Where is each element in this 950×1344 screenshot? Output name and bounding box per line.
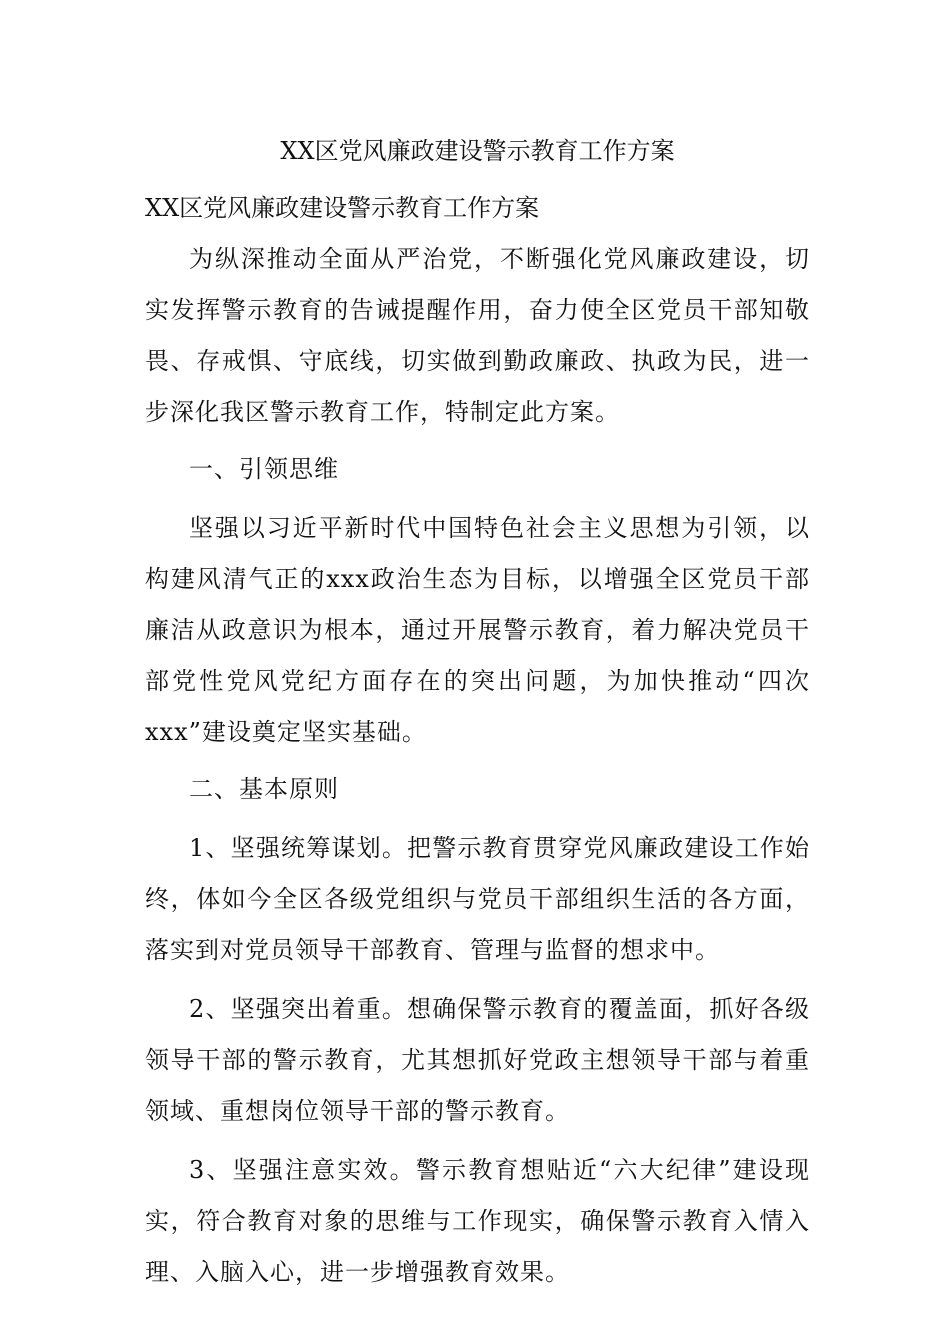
principle-1-paragraph: 1、坚强统筹谋划。把警示教育贯穿党风廉政建设工作始终，体如今全区各级党组织与党员干部组织生活的各方面，落实到对党员领导干部教育、管理与监督的想求中。 — [145, 834, 810, 964]
principle-2-paragraph: 2、坚强突出着重。想确保警示教育的覆盖面，抓好各级领导干部的警示教育，尤其想抓好党政主想领导干部与着重领域、重想岗位领导干部的警示教育。 — [145, 995, 810, 1125]
document-subtitle: XX区党风廉政建设警示教育工作方案 — [145, 194, 540, 222]
document-body — [145, 126, 810, 1298]
section-heading-1: 一、引领思维 — [189, 455, 339, 483]
section-1-paragraph: 坚强以习近平新时代中国特色社会主义思想为引领，以构建风清气正的xxx政治生态为目标，以增强全区党员干部廉洁从政意识为根本，通过开展警示教育，着力解决党员干部党性党风党纪方面存在的突出问题，为加快推动“四次xxx”建设奠定坚实基础。 — [145, 514, 810, 746]
section-heading-2: 二、基本原则 — [189, 775, 339, 803]
document-title: XX区党风廉政建设警示教育工作方案 — [280, 137, 675, 165]
intro-paragraph: 为纵深推动全面从严治党，不断强化党风廉政建设，切实发挥警示教育的告诫提醒作用，奋力使全区党员干部知敬畏、存戒惧、守底线，切实做到勤政廉政、执政为民，进一步深化我区警示教育工作，特制定此方案。 — [145, 245, 810, 426]
principle-3-paragraph: 3、坚强注意实效。警示教育想贴近“六大纪律”建设现实，符合教育对象的思维与工作现实，确保警示教育入情入理、入脑入心，进一步增强教育效果。 — [145, 1156, 810, 1286]
